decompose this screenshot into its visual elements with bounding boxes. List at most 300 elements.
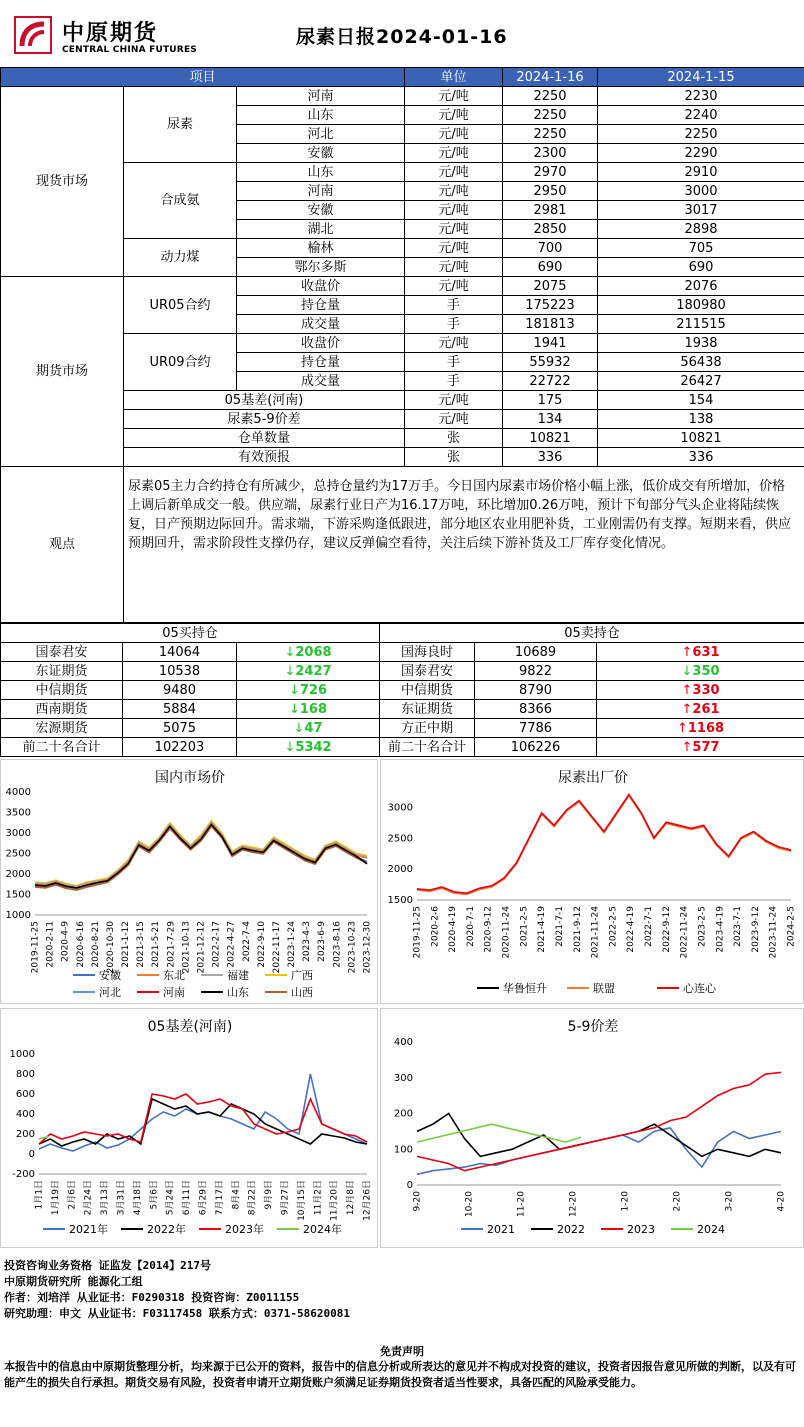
y-tick-label: 200 [15,1129,35,1140]
arrow-up-icon: ↑ [676,720,688,736]
row-label: 05基差(河南) [124,391,405,410]
unit-cell: 张 [405,429,503,448]
x-tick-label: 2023-8-16 [332,921,343,968]
row-label: 榆林 [237,239,405,258]
x-tick-label: 2023-2-5 [697,906,708,947]
x-tick-label: 2022-11-17 [271,921,282,974]
broker-name: 宏源期货 [1,719,123,738]
value-today: 336 [503,448,598,467]
x-tick-label: 2-20 [672,1191,683,1212]
legend-label: 2024 [697,1223,725,1236]
x-tick-label: 2021-10-13 [181,921,192,974]
y-tick-label: 400 [15,1109,35,1120]
value-prev: 56438 [598,353,804,372]
value-today: 690 [503,258,598,277]
change-cell [597,662,804,681]
row-label: 河北 [237,125,405,144]
x-tick-label: 11月2日 [313,1180,324,1216]
arrow-down-icon: ↓ [284,663,296,679]
change-value: 577 [692,739,720,755]
position-value: 14064 [123,643,237,662]
chart-title: 05基差(河南) [147,1019,233,1035]
row-label: 安徽 [237,144,405,163]
view-text: 尿素05主力合约持仓有所减少，总持仓量约为17万手。今日国内尿素市场价格小幅上涨，低价成交有所增加，价格上调后新单成交一般。供应端，尿素行业日产为16.17万吨，环比增加0.26万吨，预计下旬部分气头企业将陆续恢复，日产预期边际回升。需求端，下游采购逢低跟进，部分地区农业用肥补货，工业刚需仍有支撑。短期来看，供应预期回升，需求阶段性支撑仍存，建议反弹偏空看待，关注后续下游补货及工厂库存变化情况。 [124,467,804,623]
change-value: 261 [692,701,720,717]
row-label: 鄂尔多斯 [237,258,405,277]
legend-label: 山西 [291,986,313,999]
value-today: 55932 [503,353,598,372]
change-cell [237,662,380,681]
position-value: 5884 [123,700,237,719]
unit-cell: 元/吨 [405,334,503,353]
logo-mark-icon [16,18,50,52]
value-today: 2250 [503,125,598,144]
x-tick-label: 1-20 [620,1191,631,1212]
footer-institute: 中原期货研究所 能源化工组 [4,1275,143,1288]
y-tick-label: 2500 [387,833,413,845]
disclaimer [0,1343,804,1391]
y-tick-label: 2000 [387,864,413,876]
x-tick-label: 2019-11-25 [412,906,423,959]
footer-author: 作者：刘培洋 从业证书：F0290318 投资咨询：Z0011155 [4,1291,300,1304]
view-row [1,467,804,623]
x-tick-label: 3-20 [724,1191,735,1212]
legend-label: 2023 [627,1223,655,1236]
change-value: 47 [304,720,323,736]
y-tick-label: 800 [15,1069,35,1080]
value-prev: 2240 [598,106,804,125]
position-value: 7786 [475,719,597,738]
y-tick-label: 3000 [5,828,31,839]
y-tick-label: 100 [393,1144,413,1156]
legend-label: 2022 [557,1223,585,1236]
x-tick-label: 2022-2-5 [608,906,619,947]
row-label: 有效预报 [124,448,405,467]
value-today: 1941 [503,334,598,353]
legend-label: 联盟 [593,982,615,995]
y-tick-label: 1500 [387,895,413,906]
value-prev: 180980 [598,296,804,315]
position-value: 5075 [123,719,237,738]
x-tick-label: 8月22日 [247,1180,258,1216]
value-prev: 2898 [598,220,804,239]
header-unit: 单位 [405,68,503,87]
series-line [417,1124,581,1142]
x-tick-label: 8月4日 [231,1180,242,1210]
x-tick-label: 2020-10-30 [105,921,116,974]
chart-spread-5-9 [380,1008,804,1248]
chart-basis-henan [0,1008,378,1248]
x-tick-label: 2022-4-27 [226,921,237,968]
y-tick-label: 400 [393,1037,413,1048]
value-today: 2250 [503,87,598,106]
position-value: 106226 [475,738,597,757]
row-label: 河南 [237,182,405,201]
positions-table [0,623,804,757]
value-prev: 2250 [598,125,804,144]
unit-cell: 手 [405,315,503,334]
series-line [417,795,791,894]
arrow-down-icon: ↓ [284,739,296,755]
x-tick-label: 2022-11-24 [679,906,690,959]
legend-label: 东北 [163,969,185,982]
row-label: 安徽 [237,201,405,220]
value-prev: 705 [598,239,804,258]
value-today: 2950 [503,182,598,201]
table-row [1,681,804,700]
change-cell [597,719,804,738]
x-tick-label: 2020-11-24 [501,906,512,959]
arrow-down-icon: ↓ [284,644,296,660]
change-cell [597,643,804,662]
header-date2: 2024-1-15 [598,68,804,87]
disclaimer-text: 本报告中的信息由中原期货整理分析，均来源于已公开的资料，报告中的信息分析或所表达的意见并不构成对投资的建议，投资者因报告意见所做的判断，以及有可能产生的损失自行承担。期货交易有风险，投资者申请开立期货账户须满足证券期货投资者适当性要求，具备匹配的风险承受能力。 [4,1360,796,1389]
x-tick-label: 2020-4-9 [60,921,71,962]
value-prev: 690 [598,258,804,277]
x-tick-label: 4月18日 [132,1180,143,1216]
x-tick-label: 12-20 [568,1191,579,1218]
legend-label: 2021年 [69,1223,108,1236]
x-tick-label: 11月20日 [329,1180,340,1221]
value-prev: 3017 [598,201,804,220]
x-tick-label: 9月9日 [264,1180,275,1210]
footer-qualification: 投资咨询业务资格 证监发【2014】217号 [4,1259,211,1272]
row-label: 山东 [237,106,405,125]
row-label: 持仓量 [237,353,405,372]
table-row [1,277,804,296]
group-label: UR09合约 [124,334,237,391]
unit-cell: 手 [405,296,503,315]
view-label: 观点 [1,467,124,623]
change-cell [237,738,380,757]
y-tick-label: 300 [393,1072,413,1084]
group-label: 合成氨 [124,163,237,239]
table-header-row [1,68,804,87]
x-tick-label: 2021-4-19 [537,906,548,953]
x-tick-label: 2022-9-10 [256,921,267,968]
y-tick-label: 2000 [5,869,31,880]
row-label: 尿素5-9价差 [124,410,405,429]
series-line [35,821,367,886]
disclaimer-title: 免责声明 [380,1345,424,1358]
position-value: 8790 [475,681,597,700]
broker-name: 方正中期 [380,719,475,738]
position-value: 10538 [123,662,237,681]
unit-cell: 元/吨 [405,144,503,163]
change-value: 631 [692,644,720,660]
unit-cell: 元/吨 [405,201,503,220]
position-value: 10689 [475,643,597,662]
chart-title: 国内市场价 [155,770,225,786]
arrow-down-icon: ↓ [288,682,300,698]
series-line [417,796,791,895]
change-value: 5342 [295,739,332,755]
x-tick-label: 2021-9-12 [572,906,583,953]
table-row [1,738,804,757]
legend-label: 2024年 [303,1223,342,1236]
y-tick-label: 4000 [5,787,31,798]
value-prev: 2290 [598,144,804,163]
table-row [1,719,804,738]
y-tick-label: 1500 [5,889,31,901]
position-value: 9822 [475,662,597,681]
unit-cell: 元/吨 [405,125,503,144]
position-value: 102203 [123,738,237,757]
value-today: 2300 [503,144,598,163]
change-cell [597,700,804,719]
x-tick-label: 10-20 [464,1191,475,1218]
broker-name: 中信期货 [380,681,475,700]
x-tick-label: 11-20 [516,1191,527,1218]
x-tick-label: 2022-2-17 [211,921,222,968]
value-today: 175 [503,391,598,410]
change-value: 330 [692,682,720,698]
x-tick-label: 5月24日 [165,1180,176,1216]
table-row [1,643,804,662]
row-label: 收盘价 [237,277,405,296]
broker-name: 西南期货 [1,700,123,719]
x-tick-label: 2023-4-19 [715,906,726,953]
row-label: 收盘价 [237,334,405,353]
row-label: 成交量 [237,315,405,334]
table-row [1,87,804,106]
x-tick-label: 2020-6-16 [75,921,86,968]
market-table [0,67,804,623]
x-tick-label: 2020-9-12 [483,906,494,953]
value-today: 2850 [503,220,598,239]
chart-title: 5-9价差 [567,1019,619,1035]
legend-label: 广西 [291,969,313,982]
row-label: 河南 [237,87,405,106]
x-tick-label: 5月6日 [149,1180,160,1210]
change-value: 726 [299,682,328,698]
x-tick-label: 1月1日 [34,1180,45,1210]
page-title: 尿素日报2024-01-16 [296,26,508,48]
x-tick-label: 9-20 [412,1191,423,1212]
y-tick-label: 2500 [5,848,31,860]
table-row [1,662,804,681]
change-value: 350 [692,663,720,679]
change-cell [237,719,380,738]
footer-assistant: 研究助理：申文 从业证书：F03117458 联系方式：0371-58620081 [4,1307,350,1320]
value-today: 10821 [503,429,598,448]
value-prev: 10821 [598,429,804,448]
group-label: 动力煤 [124,239,237,277]
change-cell [237,681,380,700]
broker-name: 东证期货 [1,662,123,681]
broker-name: 国泰君安 [380,662,475,681]
table-row [1,700,804,719]
value-today: 175223 [503,296,598,315]
y-tick-label: 1000 [9,1049,35,1060]
change-cell [597,738,804,757]
x-tick-label: 2023-10-23 [347,921,358,974]
value-prev: 3000 [598,182,804,201]
x-tick-label: 2023-4-3 [302,921,313,962]
change-cell [237,643,380,662]
unit-cell: 手 [405,353,503,372]
x-tick-label: 12月8日 [346,1180,357,1216]
series-line [417,1072,781,1170]
x-tick-label: 2020-2-11 [45,921,56,968]
x-tick-label: 2024-2-5 [786,906,797,947]
x-tick-label: 2020-8-21 [90,921,101,968]
row-label: 仓单数量 [124,429,405,448]
legend-label: 2021 [487,1223,515,1236]
x-tick-label: 2021-5-21 [151,921,162,968]
group-label: UR05合约 [124,277,237,334]
unit-cell: 元/吨 [405,391,503,410]
x-tick-label: 2月24日 [83,1180,94,1216]
arrow-up-icon: ↑ [681,644,693,660]
unit-cell: 元/吨 [405,106,503,125]
legend-label: 山东 [227,986,249,999]
unit-cell: 元/吨 [405,163,503,182]
unit-cell: 元/吨 [405,87,503,106]
arrow-up-icon: ↑ [681,682,693,698]
section-label: 现货市场 [1,87,124,277]
y-tick-label: 3500 [5,807,31,819]
x-tick-label: 2021-11-24 [590,906,601,959]
x-tick-label: 2021-7-29 [166,921,177,968]
x-tick-label: 2022-7-4 [241,921,252,962]
row-label: 成交量 [237,372,405,391]
value-today: 22722 [503,372,598,391]
x-tick-label: 2023-6-9 [317,921,328,962]
broker-name: 前二十名合计 [1,738,123,757]
value-today: 2075 [503,277,598,296]
value-prev: 2910 [598,163,804,182]
arrow-down-icon: ↓ [288,701,300,717]
change-value: 168 [299,701,328,717]
x-tick-label: 2022-4-19 [626,906,637,953]
change-cell [237,700,380,719]
x-tick-label: 2021-1-12 [121,921,132,968]
report-header [0,0,804,66]
legend-label: 华鲁恒升 [503,982,547,995]
x-tick-label: 2019-11-25 [30,921,41,974]
x-tick-label: 2月6日 [67,1180,78,1210]
row-label: 山东 [237,163,405,182]
broker-name: 国海良时 [380,643,475,662]
sell-title: 05卖持仓 [380,624,804,643]
footer-info [0,1258,804,1322]
company-name-en: CENTRAL CHINA FUTURES [62,45,197,55]
x-tick-label: 2022-9-12 [661,906,672,953]
x-tick-label: 2020-7-1 [465,906,476,947]
group-label: 尿素 [124,87,237,163]
value-today: 2250 [503,106,598,125]
arrow-down-icon: ↓ [681,663,693,679]
value-prev: 2230 [598,87,804,106]
unit-cell: 元/吨 [405,182,503,201]
arrow-up-icon: ↑ [681,739,693,755]
x-tick-label: 2021-12-12 [196,921,207,974]
legend-label: 2023年 [225,1223,264,1236]
x-tick-label: 7月17日 [214,1180,225,1216]
y-tick-label: 1000 [5,910,31,921]
y-tick-label: 0 [28,1149,35,1160]
value-prev: 2076 [598,277,804,296]
value-today: 700 [503,239,598,258]
value-prev: 211515 [598,315,804,334]
broker-name: 东证期货 [380,700,475,719]
value-prev: 336 [598,448,804,467]
x-tick-label: 9月27日 [280,1180,291,1216]
y-tick-label: 200 [393,1108,413,1120]
x-tick-label: 2020-2-6 [430,906,441,947]
series-line [417,1114,781,1157]
x-tick-label: 2021-3-15 [136,921,147,968]
x-tick-label: 2021-2-5 [519,906,530,947]
value-prev: 138 [598,410,804,429]
x-tick-label: 1月19日 [50,1180,61,1216]
unit-cell: 元/吨 [405,258,503,277]
unit-cell: 元/吨 [405,239,503,258]
change-value: 2427 [295,663,332,679]
x-tick-label: 3月13日 [100,1180,111,1216]
chart-title: 尿素出厂价 [558,770,628,786]
value-today: 181813 [503,315,598,334]
x-tick-label: 2023-7-1 [733,906,744,947]
broker-name: 前二十名合计 [380,738,475,757]
legend-label: 心连心 [683,982,716,995]
broker-name: 国泰君安 [1,643,123,662]
y-tick-label: -200 [12,1169,35,1180]
legend-label: 福建 [227,969,249,982]
series-line [35,822,367,886]
arrow-down-icon: ↓ [293,720,305,736]
y-tick-label: 600 [15,1089,35,1100]
unit-cell: 张 [405,448,503,467]
chart-factory-price [380,759,804,1004]
value-today: 134 [503,410,598,429]
arrow-up-icon: ↑ [681,701,693,717]
chart-domestic-price [0,759,378,1004]
change-cell [597,681,804,700]
unit-cell: 元/吨 [405,410,503,429]
legend-label: 河南 [163,986,185,999]
value-prev: 1938 [598,334,804,353]
y-tick-label: 3000 [387,802,413,814]
header-date1: 2024-1-16 [503,68,598,87]
x-tick-label: 2021-7-1 [554,906,565,947]
x-tick-label: 2023-1-24 [287,921,298,968]
x-tick-label: 2023-12-30 [362,921,373,974]
company-logo [14,16,52,54]
unit-cell: 手 [405,372,503,391]
value-today: 2981 [503,201,598,220]
buy-title: 05买持仓 [1,624,380,643]
change-value: 2068 [295,644,332,660]
position-value: 9480 [123,681,237,700]
position-value: 8366 [475,700,597,719]
y-tick-label: 0 [406,1180,413,1191]
x-tick-label: 2020-4-19 [448,906,459,953]
legend-label: 2022年 [147,1223,186,1236]
section-label: 期货市场 [1,277,124,467]
company-name-cn: 中原期货 [62,21,159,46]
value-prev: 26427 [598,372,804,391]
unit-cell: 元/吨 [405,277,503,296]
x-tick-label: 2022-7-1 [644,906,655,947]
positions-header-row [1,624,804,643]
legend-label: 河北 [99,986,121,999]
header-item: 项目 [1,68,405,87]
row-label: 持仓量 [237,296,405,315]
x-tick-label: 2023-9-12 [750,906,761,953]
row-label: 湖北 [237,220,405,239]
